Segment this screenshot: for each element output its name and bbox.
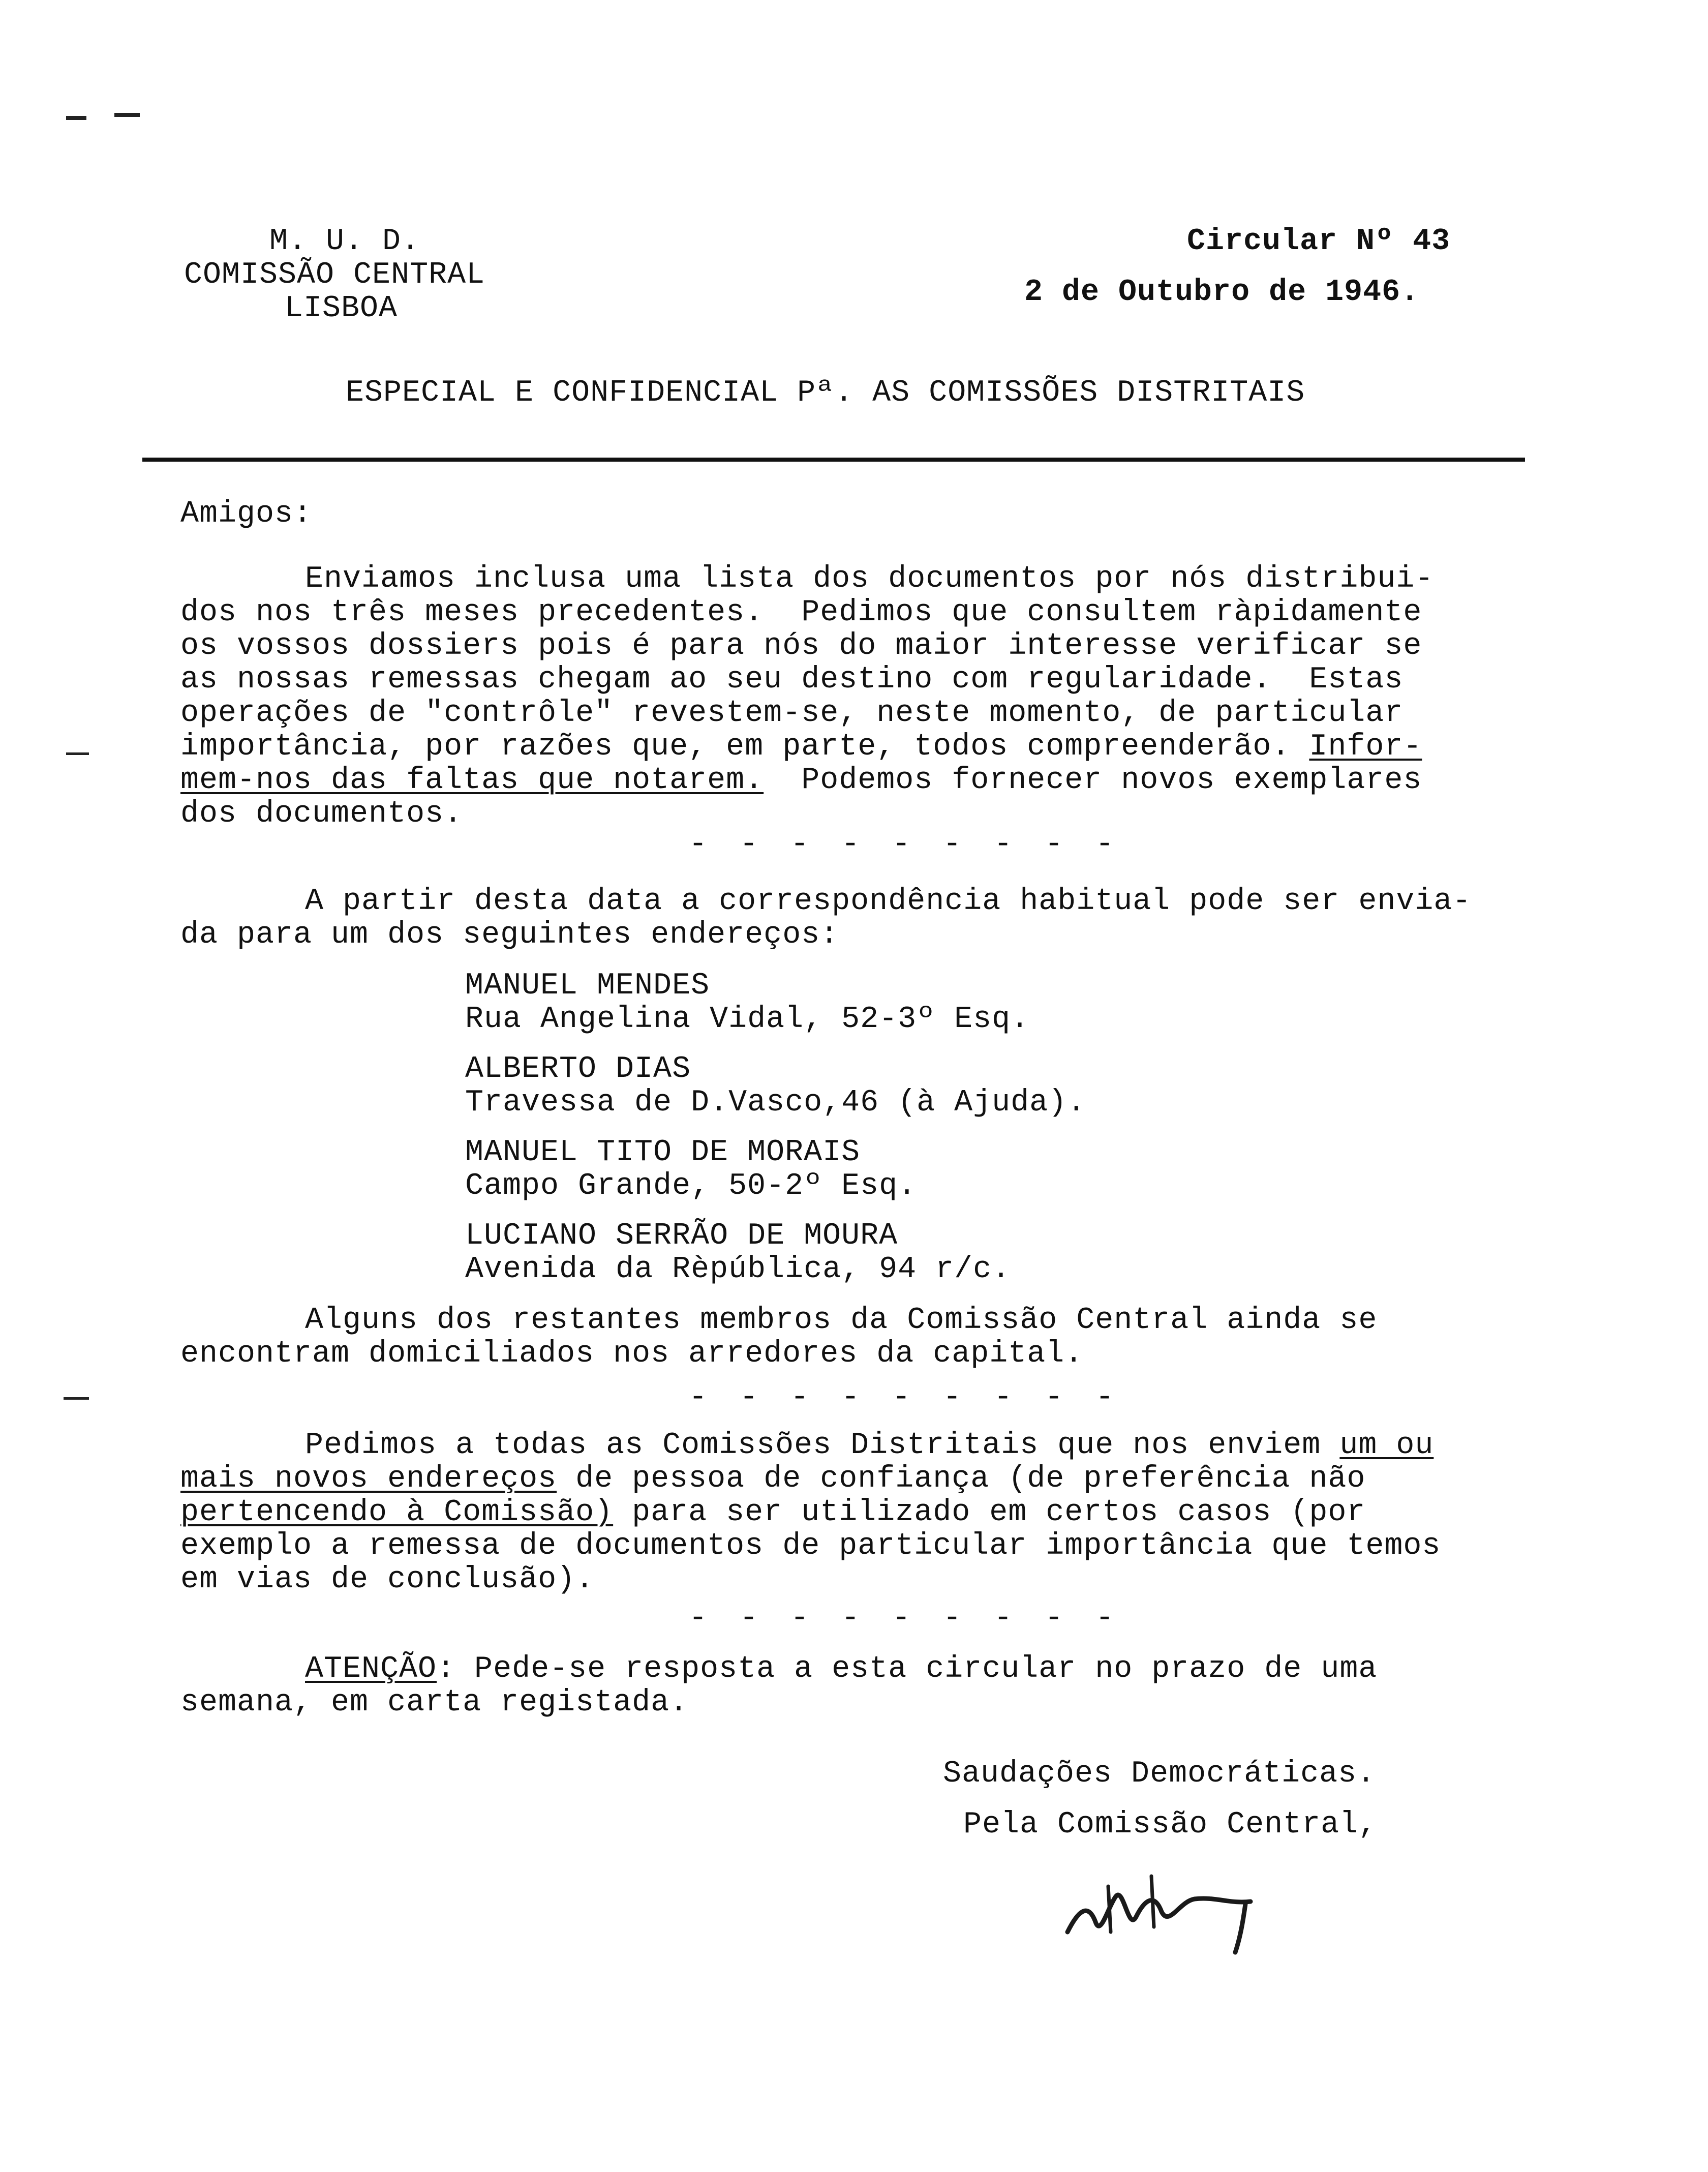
para4-line: exemplo a remessa de documentos de particular importância que temos [180, 1529, 1441, 1563]
handwritten-signature [1047, 1856, 1281, 1957]
separator: - - - - - - - - - [689, 827, 1121, 862]
org-line-1: M. U. D. [269, 224, 420, 259]
para1-text: importância, por razões que, em parte, todos compreenderão. [180, 730, 1291, 764]
separator: - - - - - - - - - [689, 1601, 1121, 1636]
para1-line [180, 764, 1422, 797]
address-street: Travessa de D.Vasco,46 (à Ajuda). [465, 1085, 1086, 1120]
letter-date: 2 de Outubro de 1946. [1024, 275, 1420, 310]
ink-mark [114, 113, 140, 117]
address-name: MANUEL TITO DE MORAIS [465, 1135, 861, 1170]
underlined-text: mem-nos das faltas que notarem. [180, 763, 764, 798]
underlined-text: mais novos endereços [180, 1462, 557, 1496]
underlined-text: Infor- [1309, 730, 1422, 764]
attention-label: ATENÇÃO [305, 1652, 437, 1686]
margin-mark [64, 1397, 89, 1400]
para1-line: Enviamos inclusa uma lista dos documentos por nós distribui- [305, 562, 1434, 596]
para4-text: Pedimos a todas as Comissões Distritais que nos enviem [305, 1428, 1340, 1463]
address-name: MANUEL MENDES [465, 969, 710, 1003]
circular-number: Circular Nº 43 [1187, 224, 1451, 259]
ink-mark [66, 116, 86, 120]
para4-text: para ser utilizado em certos casos (por [613, 1495, 1366, 1530]
para1-line: dos documentos. [180, 797, 463, 831]
subject-line: ESPECIAL E CONFIDENCIAL Pª. AS COMISSÕES DISTRITAIS [346, 376, 1305, 410]
para4-line [305, 1429, 1434, 1462]
para1-line: os vossos dossiers pois é para nós do maior interesse verificar se [180, 629, 1422, 663]
para3-line: Alguns dos restantes membros da Comissão Central ainda se [305, 1303, 1378, 1338]
attention-text: : Pede-se resposta a esta circular no prazo de uma [437, 1652, 1378, 1686]
attention-line [305, 1652, 1377, 1686]
para1-line: dos nos três meses precedentes. Pedimos que consultem ràpidamente [180, 595, 1422, 630]
para1-text: Podemos fornecer novos exemplares [801, 763, 1422, 798]
attention-line-2: semana, em carta registada. [180, 1685, 689, 1720]
org-line-2: COMISSÃO CENTRAL [184, 258, 485, 292]
separator: - - - - - - - - - [689, 1380, 1121, 1415]
para2-line: da para um dos seguintes endereços: [180, 918, 839, 952]
address-name: LUCIANO SERRÃO DE MOURA [465, 1219, 898, 1253]
para4-line [180, 1462, 1365, 1496]
address-street: Campo Grande, 50-2º Esq. [465, 1169, 917, 1203]
horizontal-rule [142, 458, 1525, 462]
para4-text: de pessoa de confiança (de preferência não [557, 1462, 1366, 1496]
address-street: Rua Angelina Vidal, 52-3º Esq. [465, 1002, 1030, 1037]
closing-by: Pela Comissão Central, [963, 1807, 1378, 1842]
para2-line: A partir desta data a correspondência habitual pode ser envia- [305, 884, 1472, 919]
margin-mark [66, 752, 89, 755]
closing-greeting: Saudações Democráticas. [943, 1757, 1376, 1791]
para1-line [180, 730, 1422, 764]
address-name: ALBERTO DIAS [465, 1052, 691, 1087]
address-street: Avenida da Rèpública, 94 r/c. [465, 1252, 1011, 1287]
underlined-text: um ou [1339, 1428, 1434, 1463]
para4-line [180, 1496, 1365, 1529]
org-line-3: LISBOA [285, 291, 398, 326]
para1-line: as nossas remessas chegam ao seu destino com regularidade. Estas [180, 662, 1404, 697]
greeting: Amigos: [180, 497, 313, 531]
para3-line: encontram domiciliados nos arredores da capital. [180, 1337, 1084, 1371]
para4-line: em vias de conclusão). [180, 1562, 595, 1597]
para1-line: operações de "contrôle" revestem-se, neste momento, de particular [180, 696, 1404, 731]
underlined-text: pertencendo à Comissão) [180, 1495, 614, 1530]
